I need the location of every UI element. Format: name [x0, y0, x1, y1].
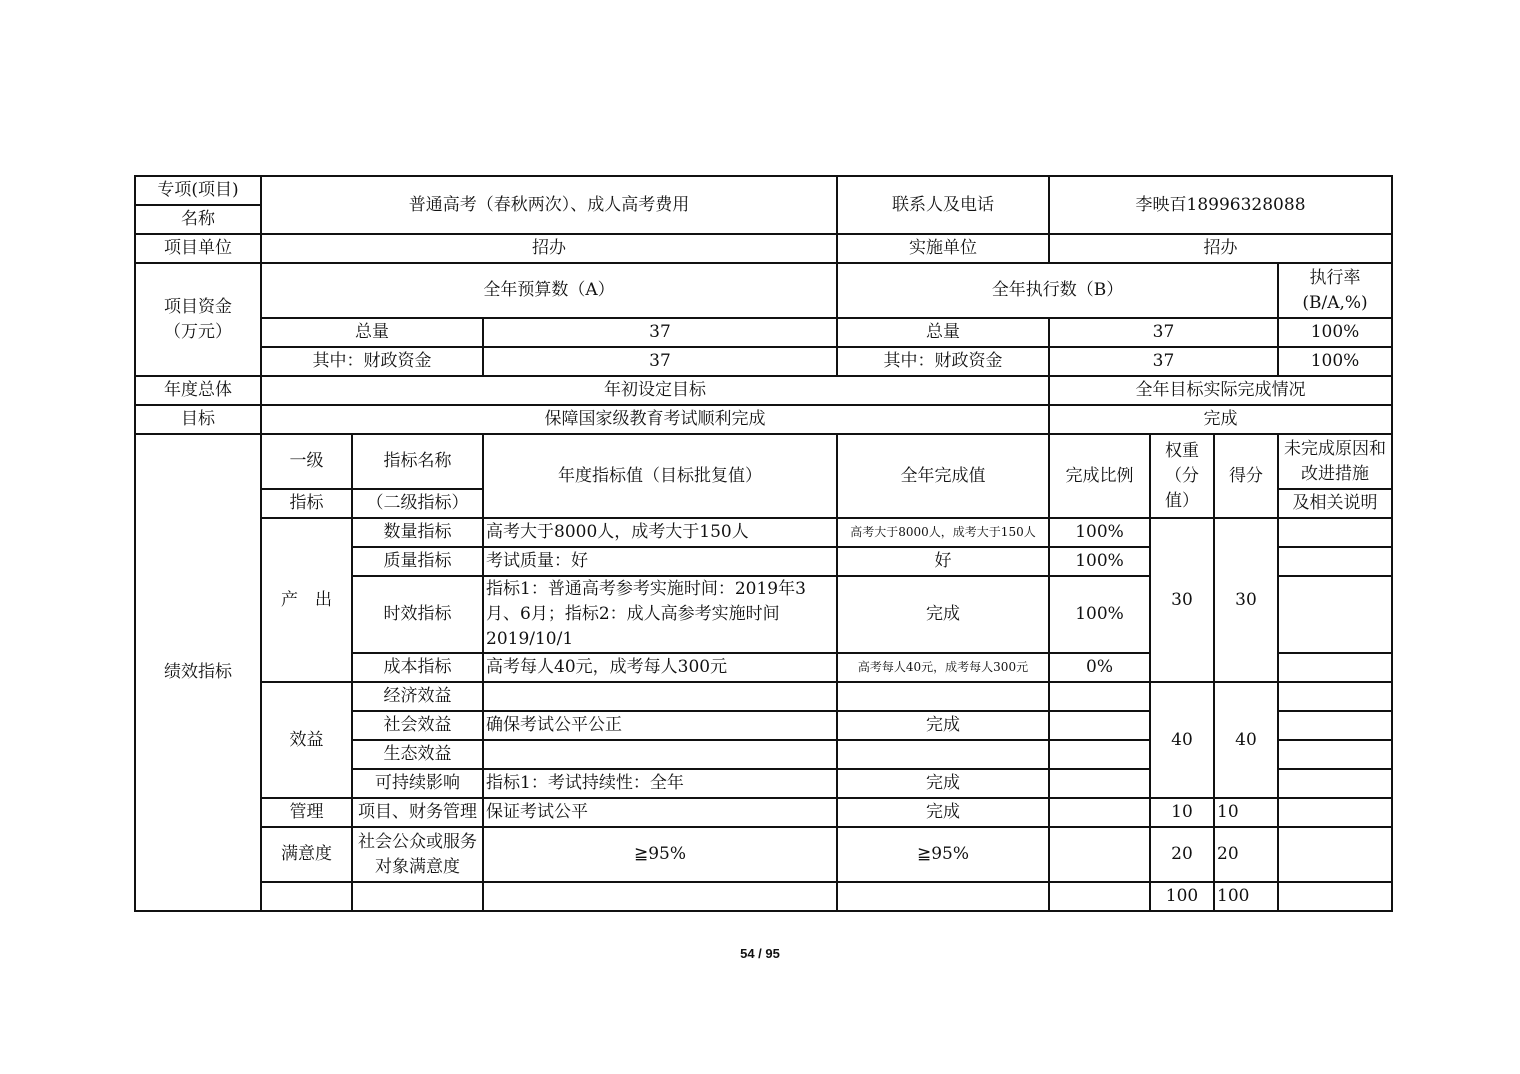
indicator-target [483, 682, 837, 711]
project-name: 普通高考（春秋两次）、成人高考费用 [261, 176, 837, 234]
indicator-name: 生态效益 [352, 740, 483, 769]
rate-header-1: 执行率 [1309, 267, 1361, 288]
indicator-name: 可持续影响 [352, 769, 483, 798]
header-level1-a: 一级 [261, 434, 352, 489]
indicator-name: 社会效益 [352, 711, 483, 740]
table-row [135, 234, 1392, 263]
table-row [135, 263, 1392, 318]
mgmt-score: 10 [1214, 798, 1278, 827]
funds-label [135, 263, 261, 376]
goals-set-label: 年初设定目标 [261, 376, 1049, 405]
sat-label: 满意度 [261, 827, 352, 882]
indicator-reason [1278, 653, 1392, 682]
total-label: 总量 [261, 318, 483, 347]
benefit-score: 40 [1214, 682, 1278, 798]
rate-header [1278, 263, 1392, 318]
indicator-ratio: 0% [1049, 653, 1150, 682]
header-reason-a: 未完成原因和改进措施 [1278, 434, 1392, 489]
indicator-name: 成本指标 [352, 653, 483, 682]
table-row [135, 827, 1392, 882]
contact-value: 李映百18996328088 [1049, 176, 1392, 234]
indicator-ratio: 100% [1049, 518, 1150, 547]
fiscal-exec: 37 [1049, 347, 1278, 376]
indicators-section-label: 绩效指标 [135, 434, 261, 911]
indicator-reason [1278, 711, 1392, 740]
indicator-done: 完成 [837, 711, 1049, 740]
fiscal-exec-label: 其中：财政资金 [837, 347, 1049, 376]
table-row [135, 798, 1392, 827]
table-row [135, 176, 1392, 205]
indicator-target: 高考大于8000人，成考大于150人 [483, 518, 837, 547]
total-rate: 100% [1278, 318, 1392, 347]
indicator-target: 高考每人40元，成考每人300元 [483, 653, 837, 682]
table-row [135, 405, 1392, 434]
total-empty [483, 882, 837, 911]
indicator-target: 确保考试公平公正 [483, 711, 837, 740]
sat-name: 社会公众或服务对象满意度 [352, 827, 483, 882]
output-weight: 30 [1150, 518, 1214, 682]
sat-weight: 20 [1150, 827, 1214, 882]
sat-done: ≧95% [837, 827, 1049, 882]
header-name-a: 指标名称 [352, 434, 483, 489]
indicator-reason [1278, 547, 1392, 576]
goals-label-2: 目标 [135, 405, 261, 434]
header-level1-b: 指标 [261, 489, 352, 518]
table-row [135, 882, 1392, 911]
goals-actual-value: 完成 [1049, 405, 1392, 434]
total-exec: 37 [1049, 318, 1278, 347]
goals-actual-label: 全年目标实际完成情况 [1049, 376, 1392, 405]
sat-score: 20 [1214, 827, 1278, 882]
mgmt-reason [1278, 798, 1392, 827]
output-label: 产 出 [261, 518, 352, 682]
table-row [135, 318, 1392, 347]
page-number: 54 / 95 [740, 946, 780, 961]
indicator-done: 完成 [837, 769, 1049, 798]
indicator-target: 指标1：考试持续性：全年 [483, 769, 837, 798]
total-exec-label: 总量 [837, 318, 1049, 347]
indicator-done [837, 682, 1049, 711]
indicator-done: 完成 [837, 576, 1049, 653]
indicator-target: 考试质量：好 [483, 547, 837, 576]
indicator-name: 数量指标 [352, 518, 483, 547]
total-empty [837, 882, 1049, 911]
table-row [135, 376, 1392, 405]
unit-label: 项目单位 [135, 234, 261, 263]
total-weight: 100 [1150, 882, 1214, 911]
header-name-b: （二级指标） [352, 489, 483, 518]
indicator-done: 好 [837, 547, 1049, 576]
mgmt-done: 完成 [837, 798, 1049, 827]
indicator-done [837, 740, 1049, 769]
project-name-label-1: 专项(项目) [135, 176, 261, 205]
header-weight: 权重（分值） [1150, 434, 1214, 518]
mgmt-weight: 10 [1150, 798, 1214, 827]
mgmt-name: 项目、财务管理 [352, 798, 483, 827]
funds-label-2: （万元） [164, 321, 232, 342]
indicator-reason [1278, 682, 1392, 711]
indicator-reason [1278, 576, 1392, 653]
indicator-ratio [1049, 769, 1150, 798]
header-ratio: 完成比例 [1049, 434, 1150, 518]
impl-value: 招办 [1049, 234, 1392, 263]
impl-label: 实施单位 [837, 234, 1049, 263]
indicator-name: 时效指标 [352, 576, 483, 653]
indicator-ratio [1049, 711, 1150, 740]
header-score: 得分 [1214, 434, 1278, 518]
funds-label-1: 项目资金 [164, 296, 232, 317]
header-target: 年度指标值（目标批复值） [483, 434, 837, 518]
fiscal-rate: 100% [1278, 347, 1392, 376]
total-empty [1278, 882, 1392, 911]
total-empty [352, 882, 483, 911]
indicator-target [483, 740, 837, 769]
output-score: 30 [1214, 518, 1278, 682]
indicator-reason [1278, 769, 1392, 798]
mgmt-label: 管理 [261, 798, 352, 827]
table-row [135, 347, 1392, 376]
budget-header: 全年预算数（A） [261, 263, 837, 318]
indicator-ratio: 100% [1049, 576, 1150, 653]
benefit-label: 效益 [261, 682, 352, 798]
mgmt-target: 保证考试公平 [483, 798, 837, 827]
table-row [135, 518, 1392, 547]
indicator-reason [1278, 740, 1392, 769]
header-done: 全年完成值 [837, 434, 1049, 518]
project-name-label-2: 名称 [135, 205, 261, 234]
indicator-reason [1278, 518, 1392, 547]
contact-label: 联系人及电话 [837, 176, 1049, 234]
total-empty [261, 882, 352, 911]
sat-target: ≧95% [483, 827, 837, 882]
table-row [135, 682, 1392, 711]
fiscal-label: 其中：财政资金 [261, 347, 483, 376]
sat-reason [1278, 827, 1392, 882]
goals-set-value: 保障国家级教育考试顺利完成 [261, 405, 1049, 434]
fiscal-budget: 37 [483, 347, 837, 376]
indicator-ratio [1049, 740, 1150, 769]
indicator-done: 高考大于8000人，成考大于150人 [837, 518, 1049, 547]
indicator-ratio: 100% [1049, 547, 1150, 576]
unit-value: 招办 [261, 234, 837, 263]
indicator-target: 指标1：普通高考参考实施时间：2019年3月、6月；指标2：成人高参考实施时间2019/10/1 [483, 576, 837, 653]
goals-label-1: 年度总体 [135, 376, 261, 405]
performance-table-container [134, 175, 1393, 912]
total-budget: 37 [483, 318, 837, 347]
rate-header-2: (B/A,%) [1302, 292, 1368, 313]
mgmt-ratio [1049, 798, 1150, 827]
indicator-ratio [1049, 682, 1150, 711]
exec-header: 全年执行数（B） [837, 263, 1278, 318]
table-row [135, 434, 1392, 489]
benefit-weight: 40 [1150, 682, 1214, 798]
indicator-name: 经济效益 [352, 682, 483, 711]
indicator-name: 质量指标 [352, 547, 483, 576]
indicator-done: 高考每人40元，成考每人300元 [837, 653, 1049, 682]
total-score: 100 [1214, 882, 1278, 911]
performance-table [134, 175, 1393, 912]
sat-ratio [1049, 827, 1150, 882]
total-empty [1049, 882, 1150, 911]
header-reason-b: 及相关说明 [1278, 489, 1392, 518]
